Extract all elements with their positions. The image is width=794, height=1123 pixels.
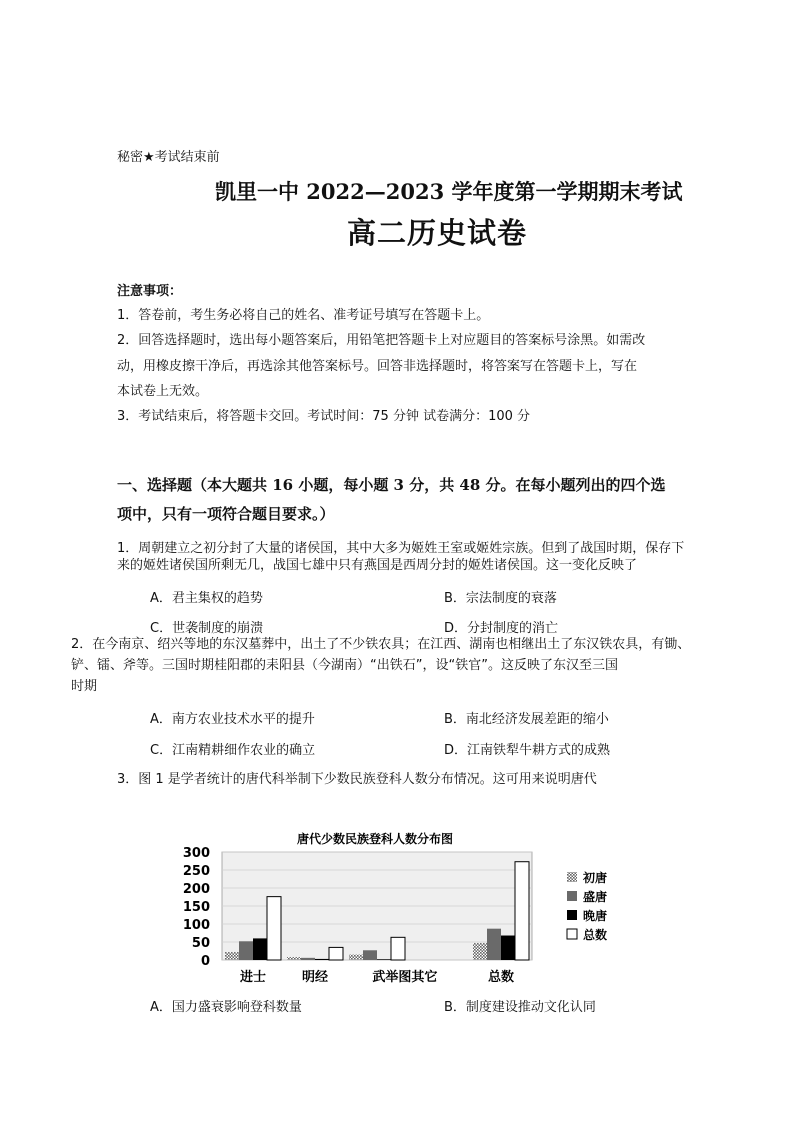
bar [253,938,267,960]
bar [267,897,281,960]
q3-option-b: B．制度建设推动文化认同 [444,1000,596,1015]
notice-item: 1．答卷前，考生务必将自己的姓名、准考证号填写在答题卡上。 [117,308,490,323]
bar-chart [180,826,630,986]
q1-option-d: D．分封制度的消亡 [444,621,559,636]
notice-title: 注意事项： [117,284,183,299]
bar [287,957,301,960]
question-2-stem: 时期 [71,679,98,694]
question-2-stem: 铲、镭、斧等。三国时期桂阳郡的耒阳县（今湖南）“出铁石”，设“铁官”。这反映了东汉至三国 [71,658,618,673]
notice-item: 3．考试结束后，将答题卡交回。考试时间：75 分钟 试卷满分：100 分 [117,409,531,424]
q2-option-d: D．江南铁犁牛耕方式的成熟 [444,743,611,758]
chart-title: 唐代少数民族登科人数分布图 [296,832,454,846]
question-3-stem: 3．图 1 是学者统计的唐代科举制下少数民族登科人数分布情况。这可用来说明唐代 [117,772,597,787]
legend-label: 晚唐 [583,909,608,923]
question-1-stem: 1．周朝建立之初分封了大量的诸侯国，其中大多为姬姓王室或姬姓宗族。但到了战国时期，保存下 [117,541,685,556]
y-tick-label: 50 [191,936,210,951]
question-1-stem: 来的姬姓诸侯国所剩无几，战国七雄中只有燕国是西周分封的姬姓诸侯国。这一变化反映了 [117,558,638,573]
bar [377,959,391,960]
q2-option-b: B．南北经济发展差距的缩小 [444,712,609,727]
y-tick-label: 0 [200,954,210,969]
bar [363,950,377,960]
section-heading: 一、选择题（本大题共 16 小题，每小题 3 分，共 48 分。在每小题列出的四个选 [117,476,666,494]
bar [239,941,253,960]
legend-swatch [567,910,577,920]
x-tick-label: 进士 [239,970,267,985]
bar [225,952,239,960]
bar [501,936,515,960]
exam-title: 凯里一中 2022—2023 学年度第一学期期末考试 [215,179,683,204]
bar [391,937,405,960]
bar [329,947,343,960]
y-tick-label: 150 [182,900,210,915]
subject-title: 高二历史试卷 [347,216,528,250]
y-tick-label: 100 [182,918,210,933]
legend-swatch [567,929,577,939]
question-2-stem: 2．在今南京、绍兴等地的东汉墓葬中，出土了不少铁农具；在江西、湖南也相继出土了东汉铁农具，有锄、 [71,637,691,652]
notice-item: 2．回答选择题时，选出每小题答案后，用铅笔把答题卡上对应题目的答案标号涂黑。如需改 [117,333,646,348]
legend-label: 总数 [583,928,608,942]
bar [473,943,487,960]
bar [349,955,363,960]
legend-label: 盛唐 [583,890,608,904]
bar [515,862,529,960]
bar [315,959,329,960]
x-tick-label: 武举图其它 [372,970,438,985]
q1-option-b: B．宗法制度的衰落 [444,591,557,606]
bar [487,929,501,960]
legend-label: 初唐 [583,871,608,885]
bar [301,958,315,960]
q2-option-a: A．南方农业技术水平的提升 [150,712,315,727]
secret-label: 秘密★考试结束前 [117,150,220,165]
legend-swatch [567,872,577,882]
y-tick-label: 250 [182,864,210,879]
y-tick-label: 300 [182,846,210,861]
legend-swatch [567,891,577,901]
section-heading-cont: 项中，只有一项符合题目要求。） [117,505,335,523]
x-tick-label: 明经 [301,970,329,985]
q2-option-c: C．江南精耕细作农业的确立 [150,743,316,758]
q1-option-c: C．世袭制度的崩溃 [150,621,264,636]
q1-option-a: A．君主集权的趋势 [150,591,263,606]
y-tick-label: 200 [182,882,210,897]
q3-option-a: A．国力盛衰影响登科数量 [150,1000,302,1015]
x-tick-label: 总数 [487,970,515,985]
notice-item: 动，用橡皮擦干净后，再选涂其他答案标号。回答非选择题时，将答案写在答题卡上，写在 [117,359,638,374]
notice-item: 本试卷上无效。 [117,384,209,399]
